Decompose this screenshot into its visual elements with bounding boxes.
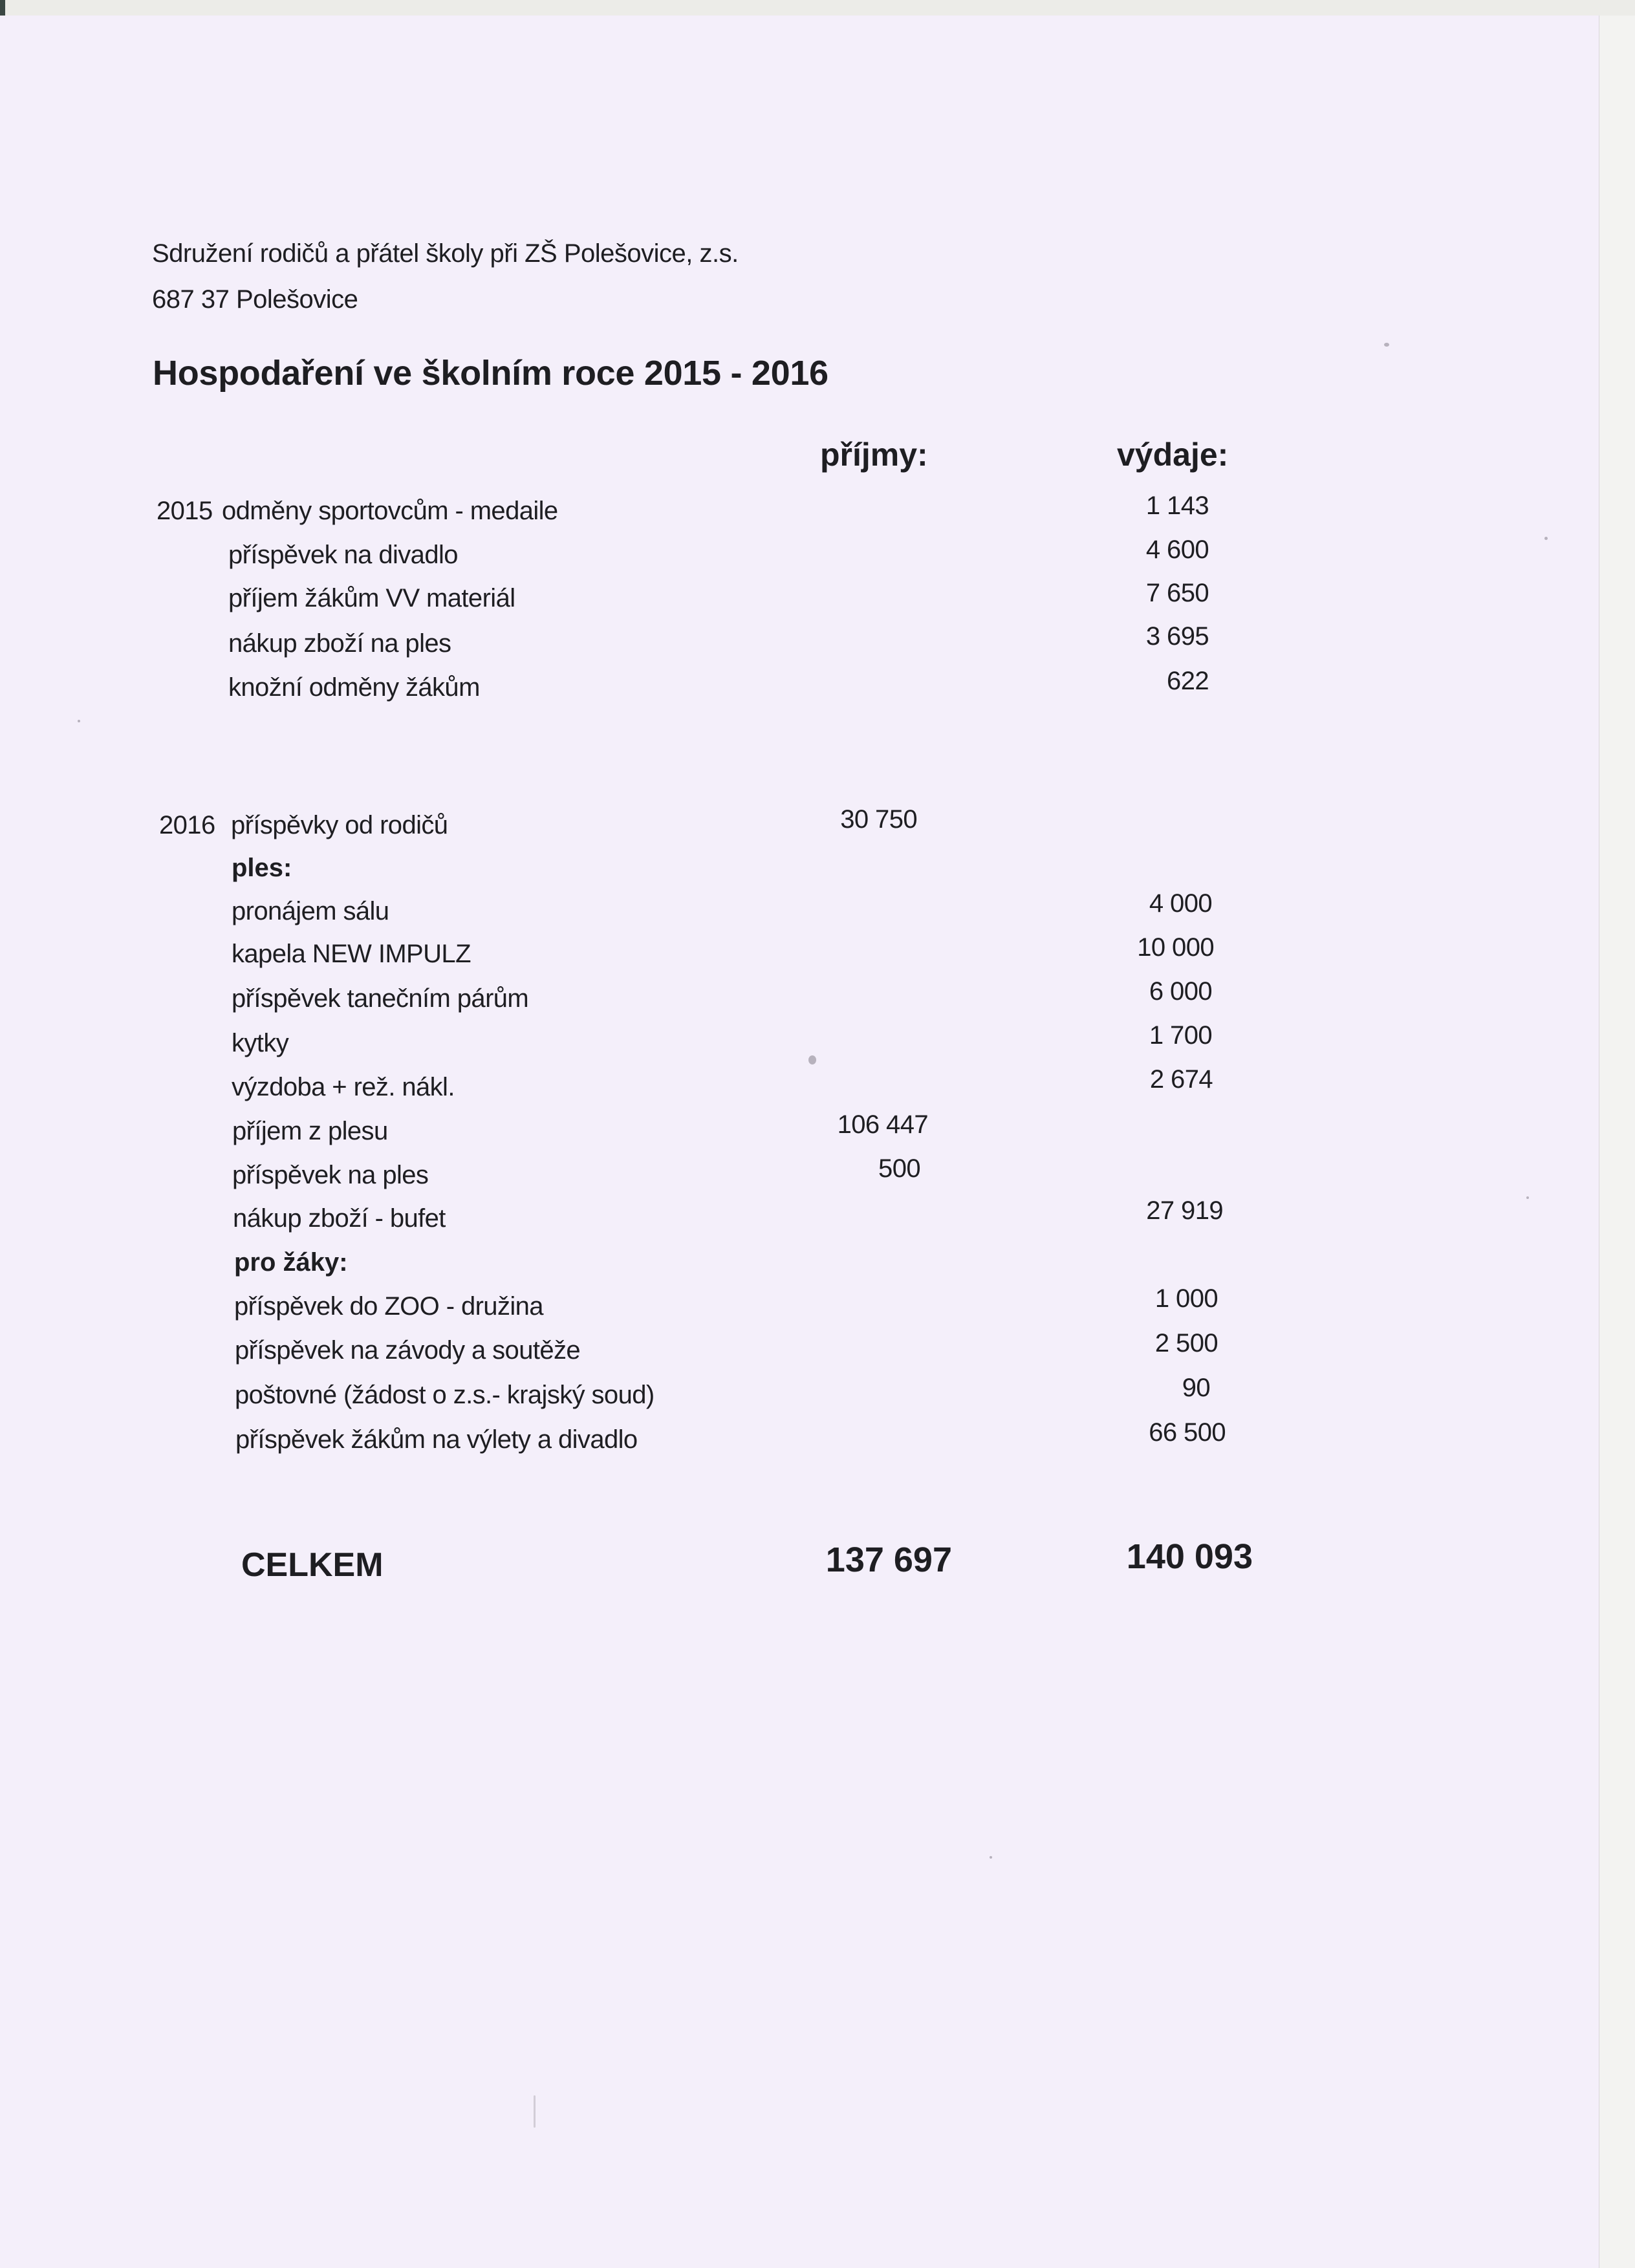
column-header-income: příjmy: bbox=[820, 437, 928, 473]
row-label: nákup zboží na ples bbox=[228, 629, 451, 658]
scanner-edge-right bbox=[1599, 16, 1635, 2268]
scan-scratch bbox=[534, 2095, 536, 2128]
scan-speck bbox=[1544, 537, 1548, 540]
row-expense: 6 000 bbox=[1149, 977, 1212, 1006]
row-label: příspěvek na ples bbox=[232, 1161, 429, 1189]
row-label: příspěvek žákům na výlety a divadlo bbox=[235, 1425, 638, 1454]
scan-speck bbox=[990, 1856, 992, 1859]
subsection-heading-ples: ples: bbox=[232, 854, 292, 882]
row-expense: 4 600 bbox=[1145, 535, 1209, 564]
row-expense: 3 695 bbox=[1145, 622, 1209, 651]
scan-speck bbox=[1526, 1196, 1529, 1199]
row-label: příspěvek do ZOO - družina bbox=[234, 1292, 543, 1321]
row-expense: 1 000 bbox=[1154, 1284, 1218, 1313]
row-label: příspěvky od rodičů bbox=[231, 811, 448, 839]
row-label: příspěvek tanečním párům bbox=[232, 984, 529, 1013]
row-expense: 90 bbox=[1182, 1374, 1210, 1402]
page-title: Hospodaření ve školním roce 2015 - 2016 bbox=[153, 354, 828, 393]
row-label: příjem žákům VV materiál bbox=[228, 584, 515, 612]
scan-speck bbox=[78, 720, 80, 722]
scan-speck bbox=[1384, 343, 1389, 347]
scanner-edge-mark bbox=[0, 0, 5, 16]
row-label: kapela NEW IMPULZ bbox=[232, 940, 471, 968]
row-income: 500 bbox=[878, 1154, 920, 1183]
row-label: nákup zboží - bufet bbox=[233, 1204, 446, 1233]
row-label: příspěvek na závody a soutěže bbox=[235, 1336, 581, 1365]
row-expense: 7 650 bbox=[1145, 579, 1209, 607]
column-header-expenses: výdaje: bbox=[1117, 437, 1229, 473]
total-income: 137 697 bbox=[825, 1540, 952, 1579]
row-expense: 1 143 bbox=[1145, 491, 1209, 520]
row-expense: 10 000 bbox=[1137, 933, 1214, 962]
row-expense: 66 500 bbox=[1149, 1418, 1226, 1447]
row-expense: 622 bbox=[1167, 667, 1209, 695]
scanner-edge-top bbox=[0, 0, 1635, 16]
row-expense: 4 000 bbox=[1149, 889, 1212, 918]
row-expense: 27 919 bbox=[1146, 1196, 1223, 1225]
year-label: 2016 bbox=[159, 811, 215, 839]
row-expense: 2 500 bbox=[1154, 1329, 1218, 1357]
row-label: příspěvek na divadlo bbox=[228, 541, 458, 569]
row-label: příjem z plesu bbox=[232, 1117, 388, 1145]
row-income: 30 750 bbox=[840, 805, 917, 834]
totals-label: CELKEM bbox=[241, 1546, 384, 1584]
row-label: poštovné (žádost o z.s.- krajský soud) bbox=[235, 1381, 655, 1409]
row-label: výzdoba + rež. nákl. bbox=[232, 1073, 455, 1101]
year-label: 2015 bbox=[157, 497, 213, 525]
row-expense: 1 700 bbox=[1149, 1021, 1212, 1050]
organization-name: Sdružení rodičů a přátel školy při ZŠ Polešovice, z.s. bbox=[152, 239, 739, 268]
subsection-heading-pro-zaky: pro žáky: bbox=[234, 1248, 348, 1277]
total-expenses: 140 093 bbox=[1126, 1537, 1253, 1576]
row-expense: 2 674 bbox=[1149, 1065, 1213, 1094]
row-label: kytky bbox=[232, 1029, 289, 1057]
address: 687 37 Polešovice bbox=[152, 285, 358, 314]
row-label: knožní odměny žákům bbox=[228, 673, 480, 702]
scan-speck bbox=[808, 1055, 816, 1064]
row-income: 106 447 bbox=[837, 1110, 928, 1139]
row-label: pronájem sálu bbox=[232, 897, 389, 925]
row-label: odměny sportovcům - medaile bbox=[222, 497, 558, 525]
